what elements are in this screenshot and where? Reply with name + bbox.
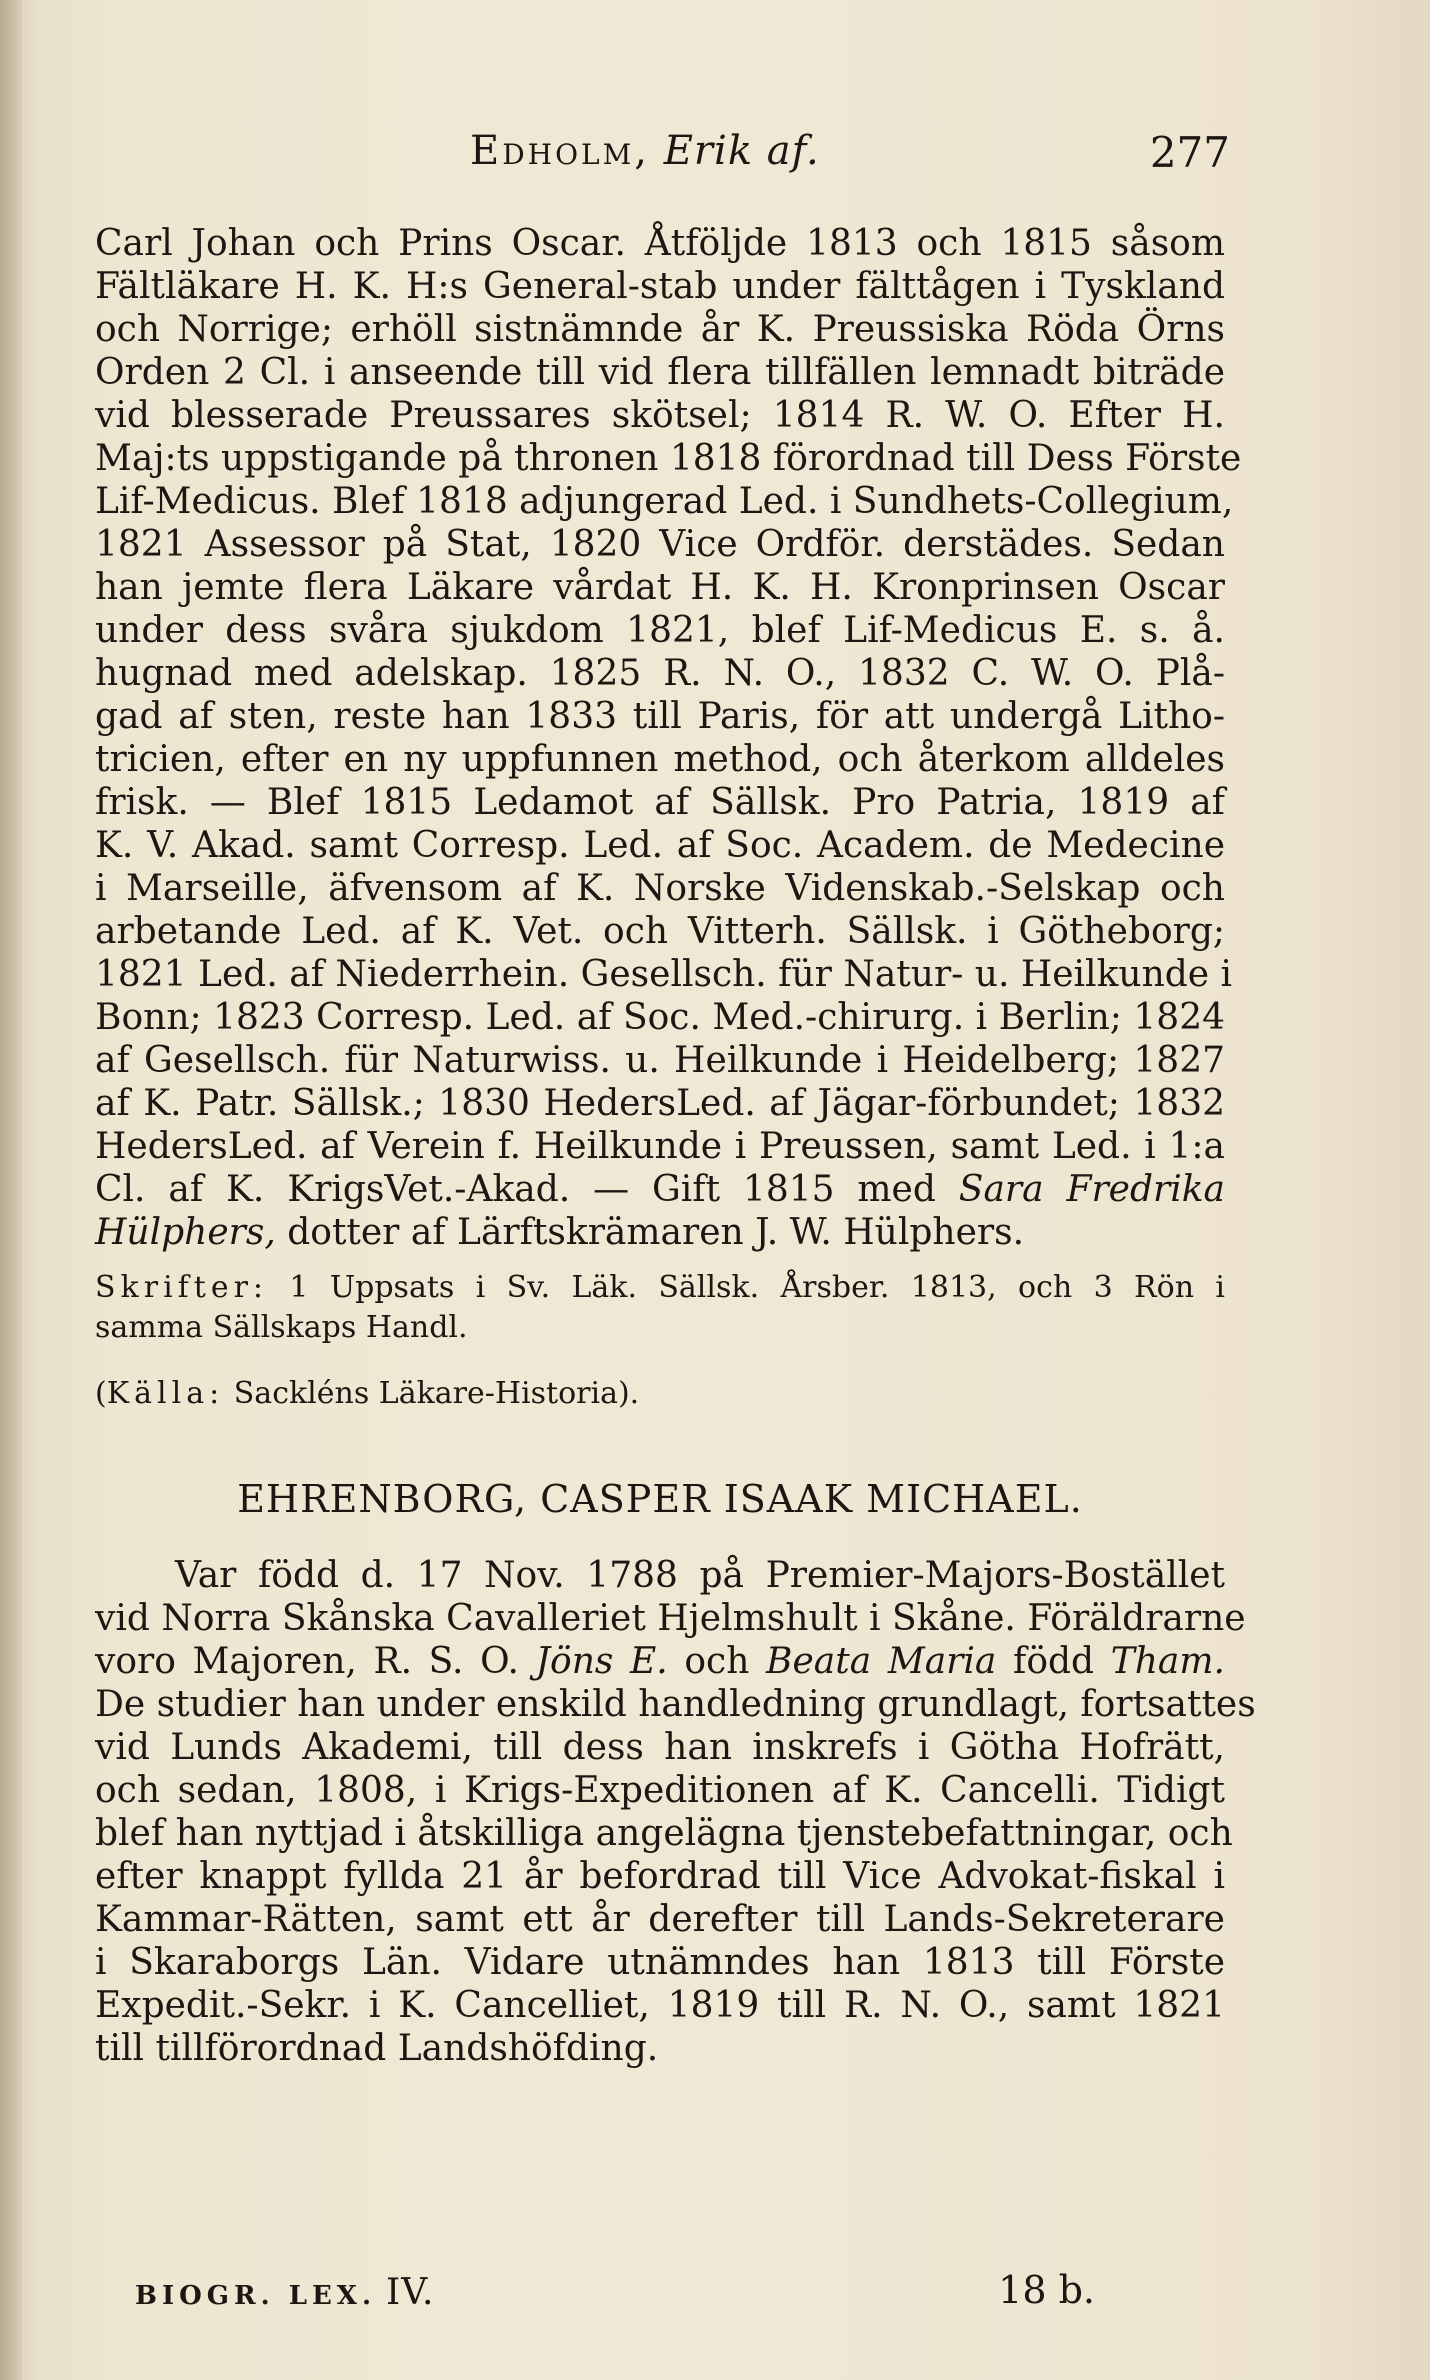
writings-label: Skrifter: <box>95 1270 269 1305</box>
text-line: arbetande Led. af K. Vet. och Vitterh. Sällsk. i Götheborg; <box>95 911 1225 952</box>
text-line: till tillförordnad Landshöfding. <box>95 2028 659 2069</box>
text-line: Expedit.-Sekr. i K. Cancelliet, 1819 till R. N. O., samt 1821 <box>95 1985 1225 2026</box>
text-line: Carl Johan och Prins Oscar. Åtföljde 1813 och 1815 såsom <box>95 223 1225 264</box>
text-line: efter knappt fyllda 21 år befordrad till Vice Advokat-fiskal i <box>95 1856 1225 1897</box>
signature-text: BIOGR. LEX. <box>135 2281 377 2311</box>
text-line: gad af sten, reste han 1833 till Paris, för att undergå Litho- <box>95 696 1225 737</box>
source-line <box>95 1374 1225 1414</box>
text-line: HedersLed. af Verein f. Heilkunde i Preussen, samt Led. i 1:a <box>95 1126 1225 1167</box>
text-line: och sedan, 1808, i Krigs-Expeditionen af K. Cancelli. Tidigt <box>95 1770 1225 1811</box>
text-line: hugnad med adelskap. 1825 R. N. O., 1832 C. W. O. Plå- <box>95 653 1225 694</box>
entry-heading-ehrenborg: EHRENBORG, CASPER ISAAK MICHAEL. <box>237 1477 1083 1521</box>
text-line-segment: dotter af Lärftskrämaren J. W. Hülphers. <box>287 1212 1025 1253</box>
text-line-segment: och <box>684 1641 750 1682</box>
volume-number: IV. <box>386 2272 435 2313</box>
entry-ehrenborg-text <box>95 1554 1256 2070</box>
page-number: 277 <box>1149 128 1230 177</box>
text-line: 1821 Assessor på Stat, 1820 Vice Ordför. derstädes. Sedan <box>95 524 1225 565</box>
source-text: Sackléns Läkare-Historia). <box>233 1376 640 1411</box>
source-label: Källa: <box>106 1376 225 1411</box>
writings-line: samma Sällskaps Handl. <box>95 1310 468 1345</box>
page-footer <box>135 2268 1095 2322</box>
running-head-given-name: Erik af. <box>663 128 820 174</box>
text-line-segment: Cl. af K. KrigsVet.-Akad. — Gift 1815 med <box>95 1169 936 1210</box>
text-line: han jemte flera Läkare vårdat H. K. H. Kronprinsen Oscar <box>95 567 1225 608</box>
source-paren: ( <box>95 1376 107 1411</box>
mother-surname: Tham. <box>1110 1641 1225 1682</box>
page-header <box>90 128 1230 188</box>
text-line: Maj:ts uppstigande på thronen 1818 förordnad till Dess Förste <box>95 438 1242 479</box>
spouse-given-names: Sara Fredrika <box>958 1169 1226 1210</box>
text-line: Lif-Medicus. Blef 1818 adjungerad Led. i Sundhets-Collegium, <box>95 481 1234 522</box>
binding-edge <box>0 0 22 2380</box>
text-line: af Gesellsch. für Naturwiss. u. Heilkunde i Heidelberg; 1827 <box>95 1040 1225 1081</box>
text-line-segment: född <box>1013 1641 1095 1682</box>
sheet-mark: 18 b. <box>998 2268 1095 2312</box>
source-section <box>95 1374 1225 1414</box>
text-line <box>95 1211 1225 1254</box>
text-line: frisk. — Blef 1815 Ledamot af Sällsk. Pro Patria, 1819 af <box>95 782 1225 823</box>
text-line <box>95 1168 1225 1211</box>
spouse-surname: Hülphers, <box>95 1212 276 1253</box>
text-line: under dess svåra sjukdom 1821, blef Lif-Medicus E. s. å. <box>95 610 1225 651</box>
text-line: Var född d. 17 Nov. 1788 på Premier-Majors-Bostället <box>175 1555 1225 1596</box>
text-line: af K. Patr. Sällsk.; 1830 HedersLed. af Jägar-förbundet; 1832 <box>95 1083 1225 1124</box>
text-line: Bonn; 1823 Corresp. Led. af Soc. Med.-chirurg. i Berlin; 1824 <box>95 997 1225 1038</box>
printer-signature <box>135 2272 434 2313</box>
text-line: blef han nyttjad i åtskilliga angelägna tjenstebefattningar, och <box>95 1813 1233 1854</box>
text-line: i Marseille, äfvensom af K. Norske Videnskab.-Selskap och <box>95 868 1225 909</box>
writings-section <box>95 1268 1225 1348</box>
page-body <box>95 222 1256 2070</box>
running-head-surname: Edholm, <box>470 128 650 174</box>
entry-edholm-text <box>95 222 1242 1254</box>
text-line: 1821 Led. af Niederrhein. Gesellsch. für Natur- u. Heilkunde i <box>95 954 1233 995</box>
text-line: i Skaraborgs Län. Vidare utnämndes han 1813 till Förste <box>95 1942 1225 1983</box>
text-line: Orden 2 Cl. i anseende till vid flera tillfällen lemnadt biträde <box>95 352 1225 393</box>
text-line: och Norrige; erhöll sistnämnde år K. Preussiska Röda Örns <box>95 309 1225 350</box>
father-name: Jöns E. <box>535 1641 668 1682</box>
mother-name: Beata Maria <box>766 1641 997 1682</box>
writings-line <box>95 1268 1225 1308</box>
writings-text: 1 Uppsats i Sv. Läk. Sällsk. Årsber. 1813, och 3 Rön i <box>289 1270 1225 1305</box>
text-line <box>95 1640 1225 1683</box>
running-head <box>470 128 820 174</box>
text-line-segment: voro Majoren, R. S. O. <box>95 1641 519 1682</box>
text-line: vid blesserade Preussares skötsel; 1814 R. W. O. Efter H. <box>95 395 1225 436</box>
text-line: vid Norra Skånska Cavalleriet Hjelmshult i Skåne. Föräldrarne <box>95 1598 1246 1639</box>
text-line: tricien, efter en ny uppfunnen method, och återkom alldeles <box>95 739 1225 780</box>
text-line: De studier han under enskild handledning grundlagt, fortsattes <box>95 1684 1256 1725</box>
text-line: Kammar-Rätten, samt ett år derefter till Lands-Sekreterare <box>95 1899 1225 1940</box>
text-line: Fältläkare H. K. H:s General-stab under fälttågen i Tyskland <box>95 266 1225 307</box>
text-line: vid Lunds Akademi, till dess han inskrefs i Götha Hofrätt, <box>95 1727 1225 1768</box>
text-line: K. V. Akad. samt Corresp. Led. af Soc. Academ. de Medecine <box>95 825 1225 866</box>
